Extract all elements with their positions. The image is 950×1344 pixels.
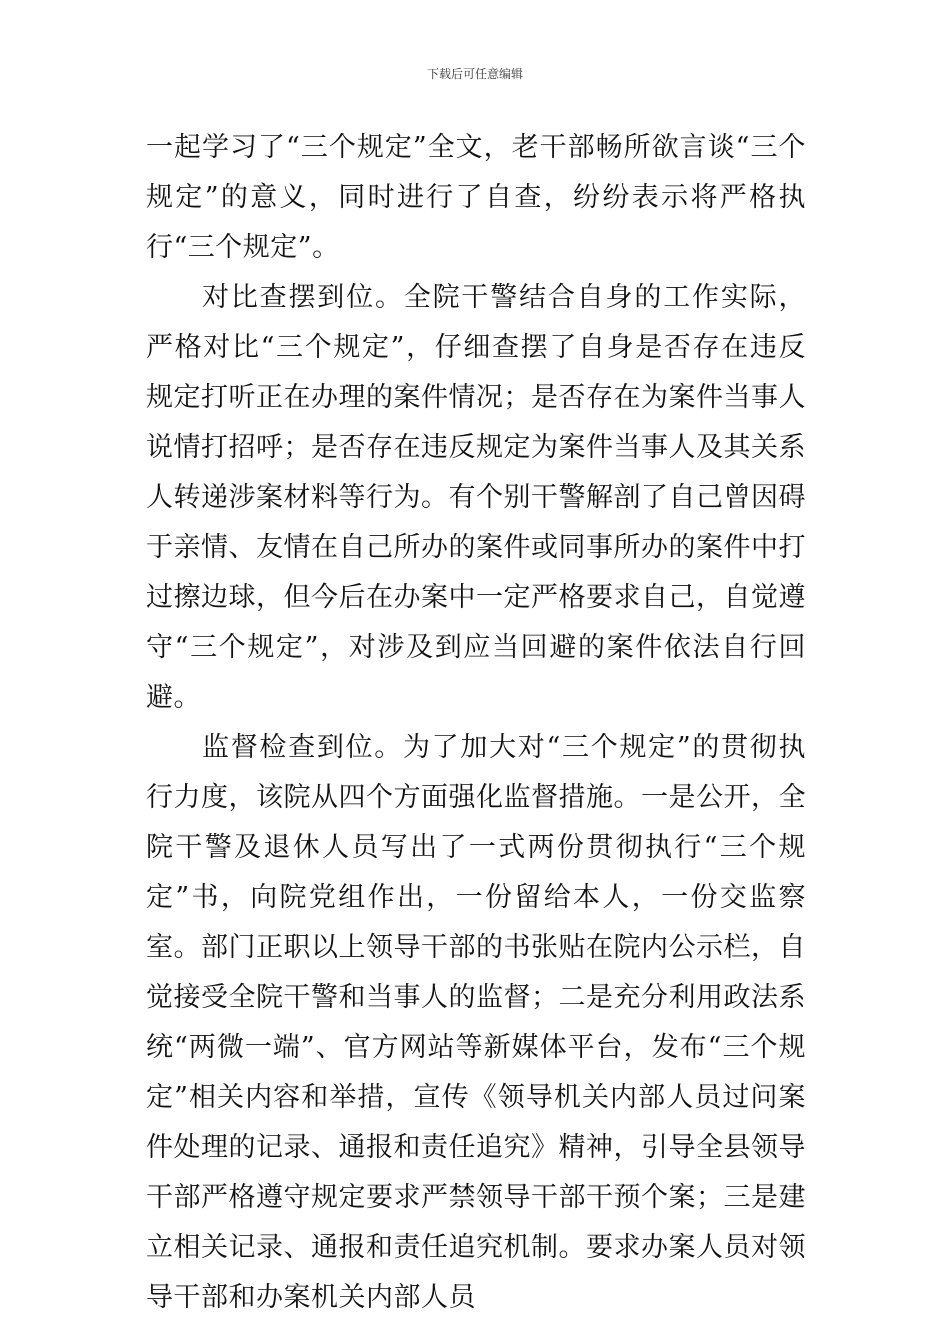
page-header-note: 下载后可任意编辑 (426, 67, 523, 81)
paragraph-supervision-inspection: 监督检查到位。为了加大对“三个规定”的贯彻执行力度，该院从四个方面强化监督措施。一是公开，全院干警及退休人员写出了一式两份贯彻执行“三个规定”书，向院党组作出，一份留给本人，一份交监察室。部门正职以上领导干部的书张贴在院内公示栏，自觉接受全院干警和当事人的监督；二是充分利用政法系统“两微一端”、官方网站等新媒体平台，发布“三个规定”相关内容和举措，宣传《领导机关内部人员过问案件处理的记录、通报和责任追究》精神，引导全县领导干部严格遵守规定要求严禁领导干部干预个案；三是建立相关记录、通报和责任追究机制。要求办案人员对领导干部和办案机关内部人员 (146, 732, 806, 1313)
document-body (146, 123, 806, 1323)
paragraph-continuation: 一起学习了“三个规定”全文，老干部畅所欲言谈“三个规定”的意义，同时进行了自查，纷纷表示将严格执行“三个规定”。 (146, 132, 806, 263)
paragraph-comparison-review: 对比查摆到位。全院干警结合自身的工作实际，严格对比“三个规定”，仔细查摆了自身是否存在违反规定打听正在办理的案件情况；是否存在为案件当事人说情打招呼；是否存在违反规定为案件当事人及其关系人转递涉案材料等行为。有个别干警解剖了自己曾因碍于亲情、友情在自己所办的案件或同事所办的案件中打过擦边球，但今后在办案中一定严格要求自己，自觉遵守“三个规定”，对涉及到应当回避的案件依法自行回避。 (146, 282, 806, 713)
